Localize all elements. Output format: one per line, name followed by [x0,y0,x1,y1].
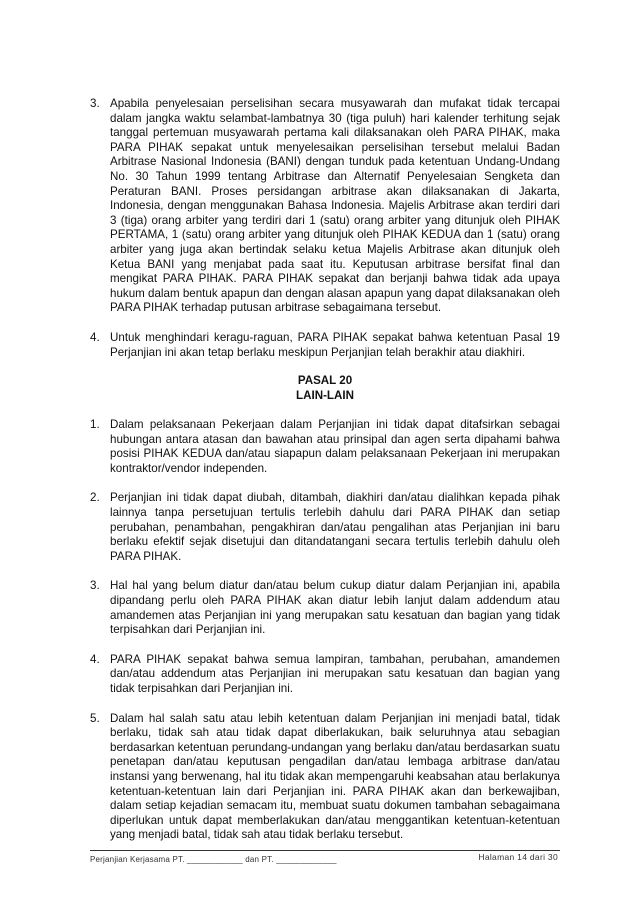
clause-number: 4. [90,652,100,666]
clause-number: 1. [90,418,100,432]
footer-divider [90,850,560,851]
clause-text: Untuk menghindari keragu-raguan, PARA PIHAK sepakat bahwa ketentuan Pasal 19 Perjanjian ini akan tetap berlaku meskipun Perjanjian telah berakhir atau diakhiri. [110,330,560,359]
clause-item [90,331,560,360]
clause-item [90,418,560,476]
clause-text: Hal hal yang belum diatur dan/atau belum cukup diatur dalam Perjanjian ini, apabila dipandang perlu oleh PARA PIHAK akan diatur lebih lanjut dalam addendum atau amandemen atas Perjanjian ini yang merupakan satu kesatuan dan bagian yang tidak terpisahkan dari Perjanjian ini. [110,579,560,637]
clause-item [90,491,560,564]
clause-item [90,712,560,843]
section-pasal: PASAL 20 [297,374,353,388]
clause-item [90,579,560,637]
clause-number: 5. [90,711,100,725]
section-title: LAIN-LAIN [296,389,354,403]
clause-number: 3. [90,579,100,593]
clause-text: Dalam pelaksanaan Pekerjaan dalam Perjanjian ini tidak dapat ditafsirkan sebagai hubungan antara atasan dan bawahan atau prinsipal dan agen serta dipahami bahwa posisi PIHAK KEDUA dan/atau siapapun dalam pelaksanaan Pekerjaan ini merupakan kontraktor/vendor independen. [110,418,560,475]
clause-item [90,97,560,316]
footer-agreement-label: Perjanjian Kerjasama PT. ____________ dan PT. _____________ [90,855,337,864]
clause-text: Dalam hal salah satu atau lebih ketentuan dalam Perjanjian ini menjadi batal, tidak berlaku, tidak sah atau tidak dapat diberlakukan, baik seluruhnya atau sebagian berdasarkan ketentuan perundang-undangan yang berlaku dan/atau berdasarkan suatu penetapan dan/atau keputusan pengadilan dan/atau lembaga arbitrase dan/atau instansi yang berwenang, hal itu tidak akan mempengaruhi keabsahan atau berlakunya ketentuan-ketentuan lain dari Perjanjian ini. PARA PIHAK akan dan berkewajiban, dalam setiap kejadian semacam itu, membuat suatu dokumen tambahan sebagaimana diperlukan untuk dapat memberlakukan dan/atau menggantikan ketentuan-ketentuan yang menjadi batal, tidak sah atau tidak berlaku tersebut. [110,711,560,842]
clause-number: 4. [90,330,100,344]
clause-text: PARA PIHAK sepakat bahwa semua lampiran, tambahan, perubahan, amandemen dan/atau addendum atas Perjanjian ini merupakan satu kesatuan dan bagian yang tidak terpisahkan dari Perjanjian ini. [110,652,560,695]
clause-text: Perjanjian ini tidak dapat diubah, ditambah, diakhiri dan/atau dialihkan kepada pihak lainnya tanpa persetujuan tertulis terlebih dahulu dari PARA PIHAK dan setiap perubahan, penambahan, pengakhiran dan/atau pengalihan atas Perjanjian ini baru berlaku efektif sejak disetujui dan ditandatangani secara tertulis terlebih dahulu oleh PARA PIHAK. [110,491,560,563]
clause-item [90,653,560,697]
page-body [90,97,560,843]
clause-text: Apabila penyelesaian perselisihan secara musyawarah dan mufakat tidak tercapai dalam jangka waktu selambat-lambatnya 30 (tiga puluh) hari kalender terhitung sejak tanggal pertemuan musyawarah pertama kali dilaksanakan oleh PARA PIHAK, maka PARA PIHAK sepakat untuk menyelesaikan perselisihan tersebut melalui Badan Arbitrase Nasional Indonesia (BANI) dengan tunduk pada ketentuan Undang-Undang No. 30 Tahun 1999 tentang Arbitrase dan Alternatif Penyelesaian Sengketa dan Peraturan BANI. Proses persidangan arbitrase akan dilaksanakan di Jakarta, Indonesia, dengan menggunakan Bahasa Indonesia. Majelis Arbitrase akan terdiri dari 3 (tiga) orang arbiter yang terdiri dari 1 (satu) orang arbiter yang ditunjuk oleh PIHAK PERTAMA, 1 (satu) orang arbiter yang ditunjuk oleh PIHAK KEDUA dan 1 (satu) orang arbiter yang juga akan bertindak selaku ketua Majelis Arbitrase akan ditunjuk oleh Ketua BANI yang menjabat pada saat itu. Keputusan arbitrase bersifat final dan mengikat PARA PIHAK. PARA PIHAK sepakat dan berjanji bahwa tidak ada upaya hukum dalam bentuk apapun dan dengan alasan apapun yang dapat dilaksanakan oleh PARA PIHAK terhadap putusan arbitrase sebagaimana tersebut. [110,97,560,315]
footer-page-number: Halaman 14 dari 30 [478,852,558,862]
section-heading [90,373,560,403]
clause-number: 3. [90,97,100,110]
clause-number: 2. [90,491,100,505]
